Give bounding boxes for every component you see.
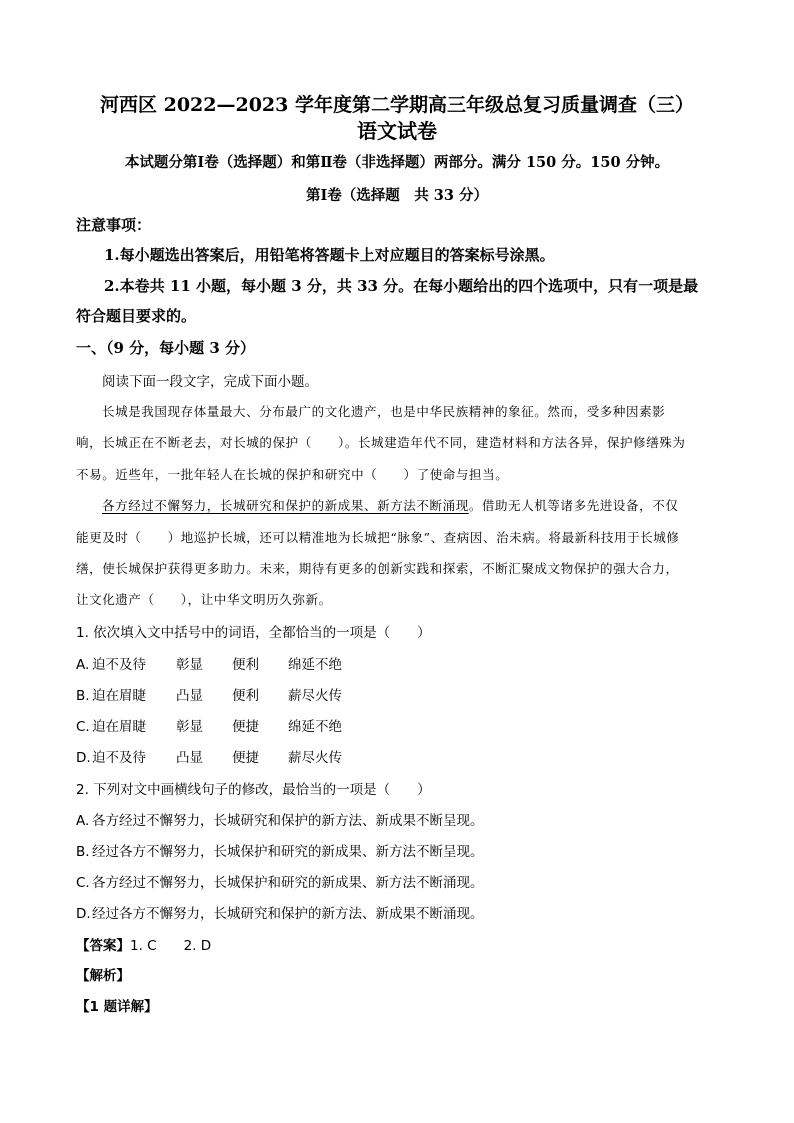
question-1-option-b: B. 迫在眉睫 凸显 便利 薪尽火传 [76,688,342,704]
passage-line: 能更及时（ ）地巡护长城，还可以精准地为长城把“脉象”、查病因、治未病。将最新科技用于长城修 [76,530,680,545]
passage-text: 。借助无人机等诸多先进设备，不仅 [468,498,679,513]
detail-label: 【1 题详解】 [76,999,158,1015]
question-2-stem: 2. 下列对文中画横线句子的修改，最恰当的一项是（ ） [76,782,431,798]
analysis-label: 【解析】 [76,968,130,984]
reading-instruction: 阅读下面一段文字，完成下面小题。 [102,374,318,390]
notice-item-2-line-2: 符合题目要求的。 [76,307,197,325]
question-2-option-d: D.经过各方不懈努力，长城研究和保护的新方法、新成果不断涌现。 [76,906,484,922]
passage-line [102,496,678,514]
question-1-option-a: A. 迫不及待 彰显 便利 绵延不绝 [76,657,342,673]
question-1-option-c: C. 迫在眉睫 彰显 便捷 绵延不绝 [76,719,342,735]
exam-subtitle: 语文试卷 [357,119,437,143]
answer-label: 【答案】 [76,938,130,954]
question-2-option-a: A. 各方经过不懈努力，长城研究和保护的新方法、新成果不断呈现。 [76,813,484,829]
passage-line: 缮，使长城保护获得更多助力。未来，期待有更多的创新实践和探索，不断汇聚成文物保护的强大合力， [76,561,679,576]
passage-line: 让文化遗产（ ），让中华文明历久弥新。 [76,592,332,607]
notice-item-2-line-1: 2.本卷共 11 小题，每小题 3 分，共 33 分。在每小题给出的四个选项中，只有一项是最 [104,277,699,295]
exam-intro: 本试题分第Ⅰ卷（选择题）和第Ⅱ卷（非选择题）两部分。满分 150 分。150 分钟。 [124,154,670,171]
question-2-option-b: B. 经过各方不懈努力，长城保护和研究的新成果、新方法不断呈现。 [76,844,484,860]
passage-line: 不易。近些年，一批年轻人在长城的保护和研究中（ ）了使命与担当。 [76,467,509,482]
question-1-option-d: D.迫不及待 凸显 便捷 薪尽火传 [76,750,342,766]
answer-line [76,934,211,954]
section-heading: 一、（9 分，每小题 3 分） [76,339,256,357]
underlined-sentence: 各方经过不懈努力，长城研究和保护的新成果、新方法不断涌现 [102,498,469,513]
passage-line: 长城是我国现存体量最大、分布最广的文化遗产，也是中华民族精神的象征。然而，受多种因素影 [102,404,666,419]
question-1-stem: 1. 依次填入文中括号中的词语，全都恰当的一项是（ ） [76,625,431,641]
answer-value: 1. C 2. D [130,938,212,954]
part-title: 第Ⅰ卷（选择题 共 33 分） [305,187,489,204]
exam-title: 河西区 2022—2023 学年度第二学期高三年级总复习质量调查（三） [100,94,694,116]
notice-item-1: 1.每小题选出答案后，用铅笔将答题卡上对应题目的答案标号涂黑。 [104,246,555,264]
notice-heading: 注意事项： [76,216,152,234]
passage-line: 响，长城正在不断老去，对长城的保护（ ）。长城建造年代不同，建造材料和方法各异，保护修缮殊为 [76,435,686,450]
question-2-option-c: C. 各方经过不懈努力，长城保护和研究的新成果、新方法不断涌现。 [76,875,484,891]
